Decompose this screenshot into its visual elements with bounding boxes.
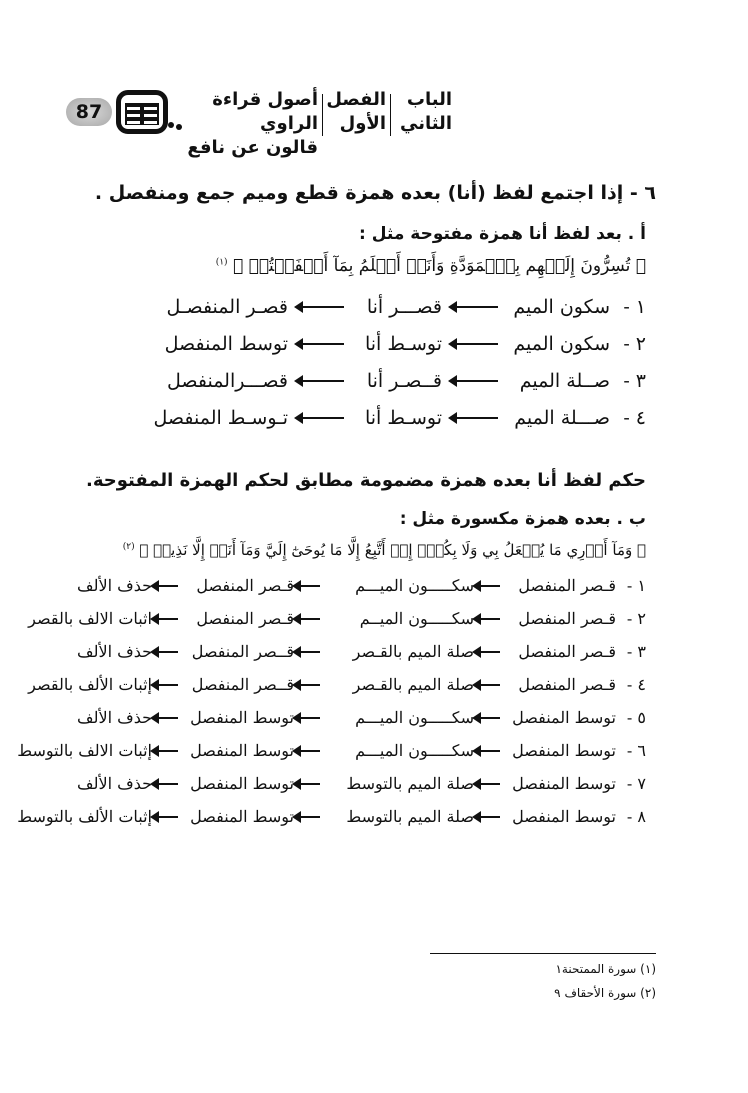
arrow-left-icon xyxy=(478,684,500,686)
book-title: أصول قراءة الراوي xyxy=(212,89,318,134)
verse-a-text: ﴿ تُسِرُّونَ إِلَيۡهِم بِٱلۡمَوَدَّةِ وَأَنَا۠ أَعۡلَمُ بِمَآ أَخۡفَيۡتُمۡ ﴾ xyxy=(232,256,646,276)
row-number: ١ - xyxy=(623,296,646,318)
row-munfasil-1: قـصر المنفصل xyxy=(518,576,616,595)
row-munfasil-2: قــصر المنفصل xyxy=(191,675,294,694)
row-munfasil: توسط المنفصل xyxy=(164,333,288,355)
row-munfasil-1: قـصر المنفصل xyxy=(518,609,616,628)
row-mim: سكـــــون الميـــم xyxy=(355,576,474,595)
row-munfasil-1: توسط المنفصل xyxy=(512,741,616,760)
section-heading: ٦ - إذا اجتمع لفظ (أنا) بعده همزة قطع وميم جمع ومنفصل . xyxy=(94,182,656,204)
row-alif: حذف الألف xyxy=(77,576,152,595)
row-alif: إثبات الألف بالقصر xyxy=(28,675,152,694)
arrow-left-icon xyxy=(298,618,320,620)
arrow-left-icon xyxy=(300,380,344,382)
arrow-left-icon xyxy=(454,380,498,382)
arrow-left-icon xyxy=(454,417,498,419)
row-munfasil-2: توسط المنفصل xyxy=(190,708,294,727)
table-row xyxy=(154,407,647,429)
arrow-left-icon xyxy=(478,585,500,587)
table-row xyxy=(77,642,646,661)
row-number: ٦ - xyxy=(626,741,646,760)
book-subtitle: قالون عن نافع xyxy=(187,137,318,158)
row-munfasil: تـوسـط المنفصل xyxy=(153,407,288,429)
row-munfasil-1: توسط المنفصل xyxy=(512,708,616,727)
verse-b xyxy=(123,541,646,559)
row-ana: توسـط أنا xyxy=(364,333,442,355)
rule-text: حكم لفظ أنا بعده همزة مضمومة مطابق لحكم الهمزة المفتوحة. xyxy=(86,470,646,491)
row-number: ٧ - xyxy=(626,774,646,793)
arrow-left-icon xyxy=(454,306,498,308)
page-number: 87 xyxy=(66,98,112,126)
row-number: ٨ - xyxy=(626,807,646,826)
arrow-left-icon xyxy=(478,618,500,620)
row-munfasil-2: قـصر المنفصل xyxy=(196,576,294,595)
arrow-left-icon xyxy=(478,750,500,752)
chapter-label: الباب xyxy=(406,89,452,110)
header-book xyxy=(178,88,318,158)
table-row xyxy=(17,741,646,760)
row-ana: قصـــر أنا xyxy=(366,296,442,318)
row-number: ٥ - xyxy=(626,708,646,727)
section-value: الأول xyxy=(339,113,386,134)
row-number: ٣ - xyxy=(623,370,646,392)
arrow-left-icon xyxy=(300,306,344,308)
arrow-left-icon xyxy=(298,684,320,686)
row-ana: توسـط أنا xyxy=(364,407,442,429)
table-row xyxy=(77,576,646,595)
open-book-icon xyxy=(116,90,168,134)
row-mim: سكون الميم xyxy=(513,333,610,355)
row-mim: سكـــــون الميـــم xyxy=(355,741,474,760)
arrow-left-icon xyxy=(478,816,500,818)
row-alif: اثبات الالف بالقصر xyxy=(28,609,152,628)
table-row xyxy=(165,333,646,355)
arrow-left-icon xyxy=(454,343,498,345)
verse-b-footnote-ref: (٢) xyxy=(122,542,135,552)
row-number: ١ - xyxy=(626,576,646,595)
row-munfasil: قصـــرالمنفصل xyxy=(166,370,288,392)
header-divider xyxy=(322,94,323,136)
section-label: الفصل xyxy=(326,89,386,110)
header-divider xyxy=(390,94,391,136)
verse-a xyxy=(216,256,646,276)
row-number: ٣ - xyxy=(626,642,646,661)
arrow-left-icon xyxy=(156,783,178,785)
verse-a-footnote-ref: (١) xyxy=(215,257,228,268)
row-mim: صــلة الميم xyxy=(519,370,610,392)
row-number: ٤ - xyxy=(623,407,646,429)
row-mim: صلة الميم بالتوسط xyxy=(346,774,474,793)
arrow-left-icon xyxy=(300,343,344,345)
arrow-left-icon xyxy=(156,585,178,587)
row-munfasil-2: توسط المنفصل xyxy=(190,807,294,826)
row-munfasil-1: قـصر المنفصل xyxy=(518,675,616,694)
table-row xyxy=(28,609,646,628)
arrow-left-icon xyxy=(156,717,178,719)
row-mim: سكون الميم xyxy=(513,296,610,318)
subheading-a: أ . بعد لفظ أنا همزة مفتوحة مثل : xyxy=(359,224,646,244)
subheading-b: ب . بعده همزة مكسورة مثل : xyxy=(399,509,646,529)
row-alif: حذف الألف xyxy=(77,774,152,793)
arrow-left-icon xyxy=(298,816,320,818)
verse-b-text: ﴿ وَمَآ أَدۡرِي مَا يُفۡعَلُ بِي وَلَا بِكُمۡۖ إِنۡ أَتَّبِعُ إِلَّا مَا يُوحَىٰٓ إِلَيَّ وَمَآ أَنَا۠ إِلَّا نَذِيرٞ ﴾ xyxy=(139,541,646,559)
table-row xyxy=(17,807,646,826)
row-mim: صلة الميم بالقـصر xyxy=(352,642,474,661)
footnote-2: (٢) سورة الأحقاف ٩ xyxy=(554,986,656,1000)
page-header xyxy=(60,88,452,158)
row-munfasil-2: توسط المنفصل xyxy=(190,741,294,760)
table-row xyxy=(167,296,646,318)
row-ana: قــصـر أنا xyxy=(366,370,442,392)
chapter-value: الثاني xyxy=(399,113,452,134)
row-munfasil-1: قـصر المنفصل xyxy=(518,642,616,661)
arrow-left-icon xyxy=(156,684,178,686)
arrow-left-icon xyxy=(156,618,178,620)
arrow-left-icon xyxy=(156,750,178,752)
row-number: ٤ - xyxy=(626,675,646,694)
table-row xyxy=(77,774,646,793)
row-munfasil-1: توسط المنفصل xyxy=(512,807,616,826)
arrow-left-icon xyxy=(298,651,320,653)
row-alif: إثبات الالف بالتوسط xyxy=(17,741,152,760)
row-alif: حذف الألف xyxy=(77,708,152,727)
arrow-left-icon xyxy=(298,585,320,587)
row-alif: إثبات الألف بالتوسط xyxy=(17,807,152,826)
arrow-left-icon xyxy=(298,717,320,719)
arrow-left-icon xyxy=(298,783,320,785)
row-munfasil-1: توسط المنفصل xyxy=(512,774,616,793)
row-number: ٢ - xyxy=(626,609,646,628)
header-section xyxy=(326,88,386,140)
footnote-divider xyxy=(430,953,656,954)
arrow-left-icon xyxy=(300,417,344,419)
row-alif: حذف الألف xyxy=(77,642,152,661)
row-number: ٢ - xyxy=(623,333,646,355)
arrow-left-icon xyxy=(478,783,500,785)
row-mim: صلة الميم بالتوسط xyxy=(346,807,474,826)
row-mim: صـــلة الميم xyxy=(514,407,610,429)
row-mim: سكـــــون الميــم xyxy=(359,609,474,628)
row-munfasil-2: قـصر المنفصل xyxy=(196,609,294,628)
header-chapter xyxy=(394,88,452,140)
row-mim: سكـــــون الميـــم xyxy=(355,708,474,727)
arrow-left-icon xyxy=(478,651,500,653)
arrow-left-icon xyxy=(298,750,320,752)
row-mim: صلة الميم بالقـصر xyxy=(352,675,474,694)
arrow-left-icon xyxy=(156,651,178,653)
row-munfasil: قصـر المنفصـل xyxy=(166,296,288,318)
row-munfasil-2: توسط المنفصل xyxy=(190,774,294,793)
table-row xyxy=(167,370,646,392)
table-row xyxy=(77,708,646,727)
footnote-1: (١) سورة الممتحنة١ xyxy=(555,962,656,976)
arrow-left-icon xyxy=(156,816,178,818)
arrow-left-icon xyxy=(478,717,500,719)
row-munfasil-2: قــصر المنفصل xyxy=(191,642,294,661)
table-row xyxy=(28,675,646,694)
